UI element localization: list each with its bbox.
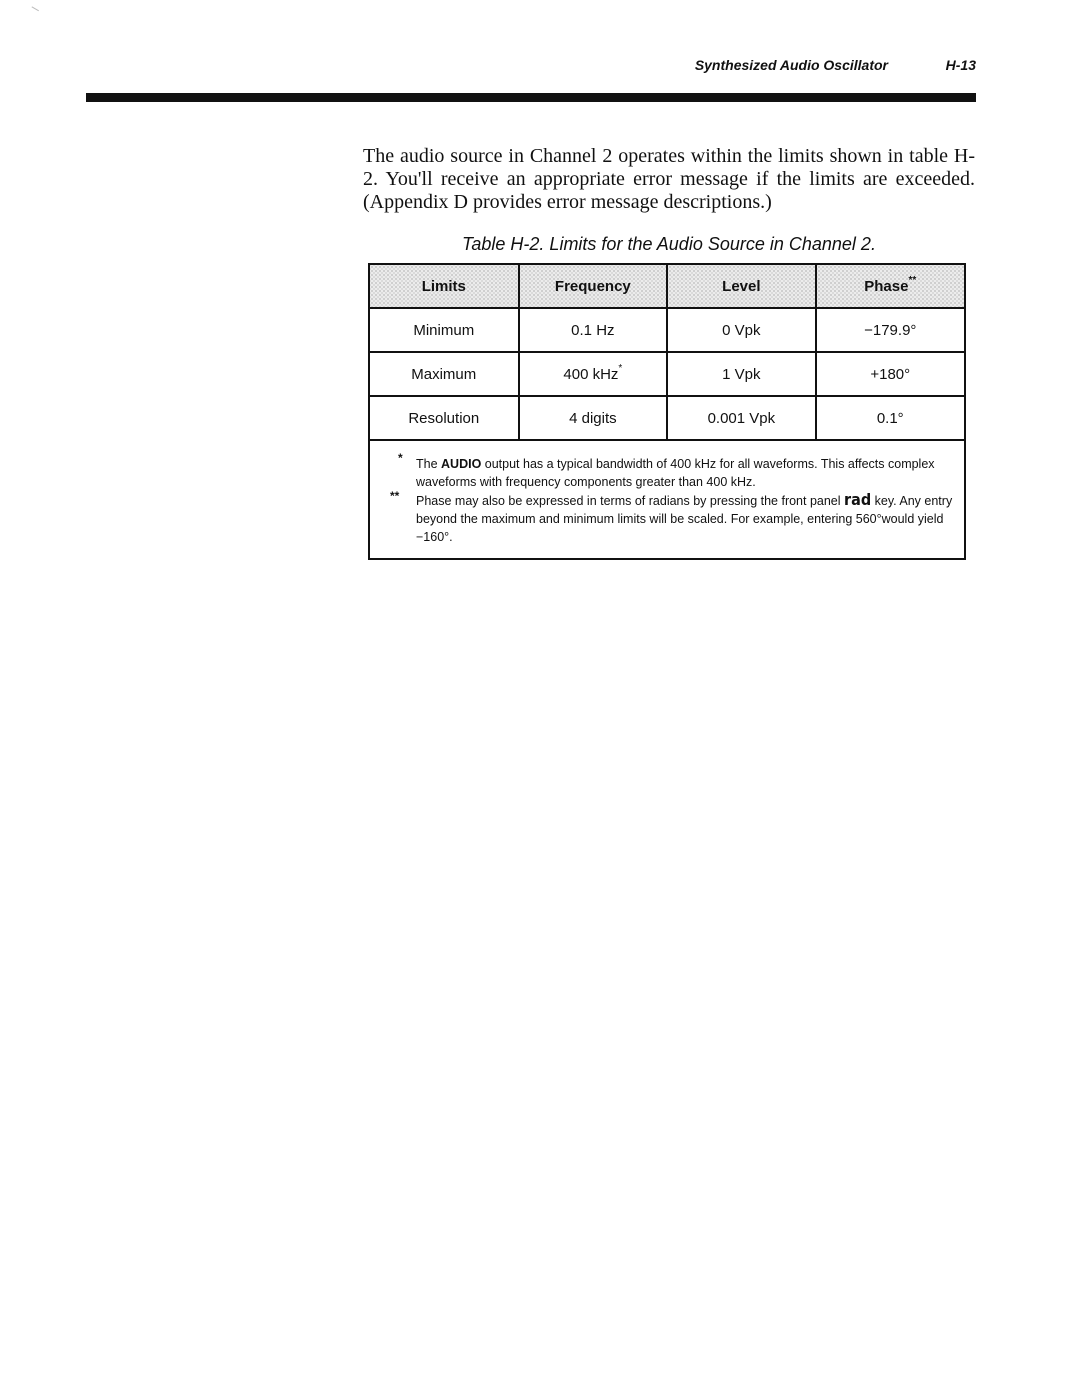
phase-cell: 0.1° (816, 396, 965, 440)
header-phase: Phase** (816, 264, 965, 308)
table-row (369, 396, 965, 440)
limits-table (368, 263, 966, 560)
header-limits: Limits (369, 264, 519, 308)
phase-cell: +180° (816, 352, 965, 396)
header-rule (86, 93, 976, 102)
footnote-marker: * (398, 451, 403, 465)
table-row (369, 352, 965, 396)
running-head-title: Synthesized Audio Oscillator (694, 57, 888, 73)
table-notes (369, 440, 965, 559)
level-cell: 0.001 Vpk (667, 396, 815, 440)
footnote: ** Phase may also be expressed in terms of radians by pressing the front panel rad key. Any entry beyond the maximum and minimum limits will be scaled. For example, entering 560°would yield −160°. (390, 489, 953, 544)
running-head (660, 57, 976, 77)
table-header-row (369, 264, 965, 308)
phase-cell: −179.9° (816, 308, 965, 352)
table-caption: Table H-2. Limits for the Audio Source in Channel 2. (462, 234, 876, 254)
table-row (369, 308, 965, 352)
header-level: Level (667, 264, 815, 308)
table-notes-row (369, 440, 965, 559)
footnote: * The AUDIO output has a typical bandwidth of 400 kHz for all waveforms. This affects complex waveforms with frequency components greater than 400 kHz. (398, 451, 935, 489)
frequency-cell: 4 digits (519, 396, 668, 440)
header-frequency: Frequency (519, 264, 668, 308)
audio-output-label: AUDIO (441, 457, 482, 471)
page-number: H-13 (945, 57, 976, 73)
row-label: Minimum (369, 308, 519, 352)
level-cell: 0 Vpk (667, 308, 815, 352)
footnote-marker: ** (908, 275, 917, 286)
footnote-marker: ** (390, 489, 400, 503)
row-label: Resolution (369, 396, 519, 440)
intro-paragraph: The audio source in Channel 2 operates within the limits shown in table H-2. You'll receive an appropriate error message if the limits are exceeded. (Appendix D provides error message descriptions.) (363, 145, 975, 213)
frequency-cell: 0.1 Hz (519, 308, 668, 352)
footnote-marker: * (618, 363, 623, 374)
stray-mark (29, 6, 39, 15)
row-label: Maximum (369, 352, 519, 396)
level-cell: 1 Vpk (667, 352, 815, 396)
frequency-cell: 400 kHz* (519, 352, 668, 396)
rad-key-label: rad (844, 490, 872, 509)
